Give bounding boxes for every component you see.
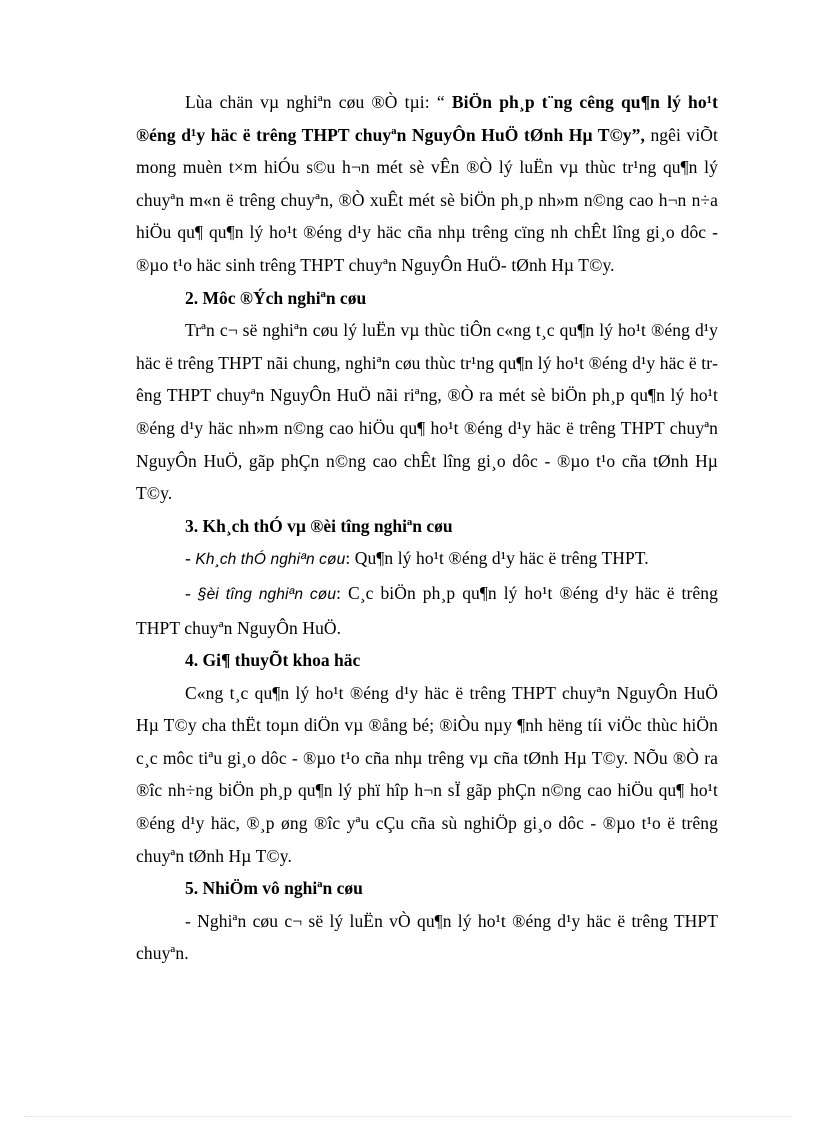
document-body: [136, 86, 718, 970]
section-heading-object: 3. Kh¸ch thÓ vµ ®èi tîng nghiªn cøu: [185, 515, 453, 536]
purpose-paragraph: Trªn c¬ së nghiªn cøu lý luËn vµ thùc tiÔn c«ng t¸c qu¶n lý ho¹t ®éng d¹y häc ë trêng THPT nãi chung, nghiªn cøu thùc tr¹ng qu¶n lý ho¹t ®éng d¹y häc ë trêng THPT chuyªn NguyÔn HuÖ nãi riªng, ®Ò ra mét sè biÖn ph¸p qu¶n lý ho¹t ®éng d¹y häc nh»m n©ng cao hiÖu qu¶ ho¹t ®éng d¹y häc ë trêng THPT chuyªn NguyÔn HuÖ, gãp phÇn n©ng cao chÊt lîng gi¸o dôc - ®µo t¹o cña tØnh Hµ T©y.: [136, 320, 718, 504]
object-item-1-label: Kh¸ch thÓ nghiªn cøu: [195, 551, 346, 569]
object-item-2-label: §èi tîng nghiªn cøu: [197, 585, 337, 603]
bullet-dash: -: [185, 548, 196, 569]
section-heading-tasks: 5. NhiÖm vô nghiªn cøu: [185, 878, 363, 899]
intro-paragraph: [136, 86, 718, 282]
section-heading-hypothesis: 4. Gi¶ thuyÕt khoa häc: [185, 650, 361, 671]
object-item-1-text: : Qu¶n lý ho¹t ®éng d¹y häc ë trêng THPT.: [345, 548, 649, 569]
bullet-dash: -: [185, 582, 198, 603]
page-bottom-divider: [24, 1116, 792, 1117]
tasks-item-1: - Nghiªn cøu c¬ së lý luËn vÒ qu¶n lý ho¹t ®éng d¹y häc ë trêng THPT chuyªn.: [136, 910, 718, 964]
intro-lead: Lùa chän vµ nghiªn cøu ®Ò tµi: “: [185, 92, 452, 112]
object-item-2: [136, 577, 718, 644]
section-heading-purpose: 2. Môc ®Ých nghiªn cøu: [185, 287, 367, 308]
intro-rest: ngêi viÕt mong muèn t×m hiÓu s©u h¬n mét sè vÊn ®Ò lý luËn vµ thùc tr¹ng qu¶n lý chuyªn m«n ë trêng chuyªn, ®Ò xuÊt mét sè biÖn ph¸p nh»m n©ng cao h¬n n÷a hiÖu qu¶ qu¶n lý ho¹t ®éng d¹y häc cña nhµ trêng cïng nh chÊt lîng gi¸o dôc - ®µo t¹o häc sinh trêng THPT chuyªn NguyÔn HuÖ- tØnh Hµ T©y.: [136, 124, 718, 275]
thesis-title: BiÖn ph¸p t¨ng cêng qu¶n lý ho¹t ®éng d¹y häc ë trêng THPT chuyªn NguyÔn HuÖ tØnh Hµ T©y”,: [136, 92, 718, 145]
hypothesis-paragraph: C«ng t¸c qu¶n lý ho¹t ®éng d¹y häc ë trêng THPT chuyªn NguyÔn HuÖ Hµ T©y cha thËt toµn diÖn vµ ®ång bé; ®iÒu nµy ¶nh hëng tíi viÖc thùc hiÖn c¸c môc tiªu gi¸o dôc - ®µo t¹o cña nhµ trêng vµ cña tØnh Hµ T©y. NÕu ®Ò ra ®îc nh÷ng biÖn ph¸p qu¶n lý phï hîp h¬n sÏ gãp phÇn n©ng cao hiÖu qu¶ ho¹t ®éng d¹y häc, ®¸p øng ®îc yªu cÇu cña sù nghiÖp gi¸o dôc - ®µo t¹o ë trêng chuyªn tØnh Hµ T©y.: [136, 682, 718, 866]
object-item-1: [136, 542, 718, 577]
object-item-2-text: : C¸c biÖn ph¸p qu¶n lý ho¹t ®éng d¹y häc ë trêng THPT chuyªn NguyÔn HuÖ.: [136, 582, 719, 638]
